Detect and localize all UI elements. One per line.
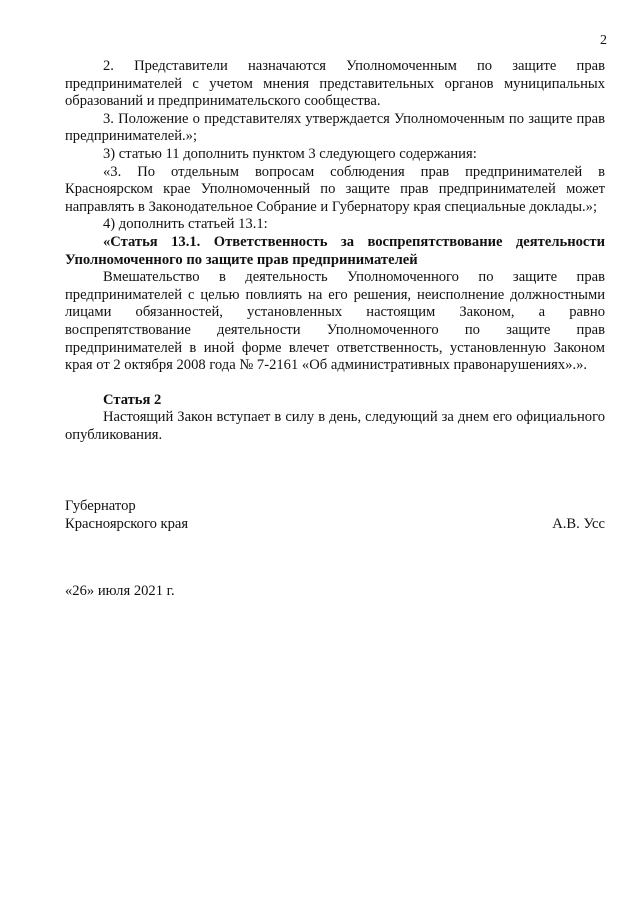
paragraph-special-reports: «3. По отдельным вопросам соблюдения прав предпринимателей в Красноярском крае Уполномоченный по защите прав предпринимателей может направлять в Законодательное Собрание и Губернатору края специальные доклады.»; xyxy=(65,163,605,215)
article-2-heading: Статья 2 xyxy=(103,391,162,408)
paragraph-representatives-regulation: 3. Положение о представителях утверждается Уполномоченным по защите прав предпринимателей.»; xyxy=(65,110,605,145)
paragraph-representatives-appointment: 2. Представители назначаются Уполномоченным по защите прав предпринимателей с учетом мнения представительных органов муниципальных образований и предпринимательского сообщества. xyxy=(65,58,605,110)
paragraph-article11-amendment: 3) статью 11 дополнить пунктом 3 следующего содержания: xyxy=(103,145,477,162)
page-number: 2 xyxy=(600,33,607,48)
signature-block xyxy=(65,497,605,533)
article-2-text: Настоящий Закон вступает в силу в день, следующий за днем его официального опубликования. xyxy=(65,409,605,443)
document-body xyxy=(65,58,605,444)
paragraph-article13-1-addition: 4) дополнить статьей 13.1: xyxy=(103,216,268,233)
document-date: «26» июля 2021 г. xyxy=(65,583,175,599)
article-13-1-heading: «Статья 13.1. Ответственность за воспрепятствование деятельности Уполномоченного по защите прав предпринимателей xyxy=(65,233,605,268)
signatory-title-line1: Губернатор xyxy=(65,498,136,514)
paragraph-interference-liability: Вмешательство в деятельность Уполномоченного по защите прав предпринимателей с целью повлиять на его решения, неисполнение должностными лицами обязанностей, установленных настоящим Законом, а равно воспрепятствование деятельности Уполномоченного по защите прав предпринимателей в иной форме влечет ответственность, установленную Законом края от 2 октября 2008 года № 7-2161 «Об административных правонарушениях».». xyxy=(65,269,605,374)
signatory-title-line2: Красноярского края xyxy=(65,516,189,532)
signatory-name: А.В. Усс xyxy=(552,516,605,532)
